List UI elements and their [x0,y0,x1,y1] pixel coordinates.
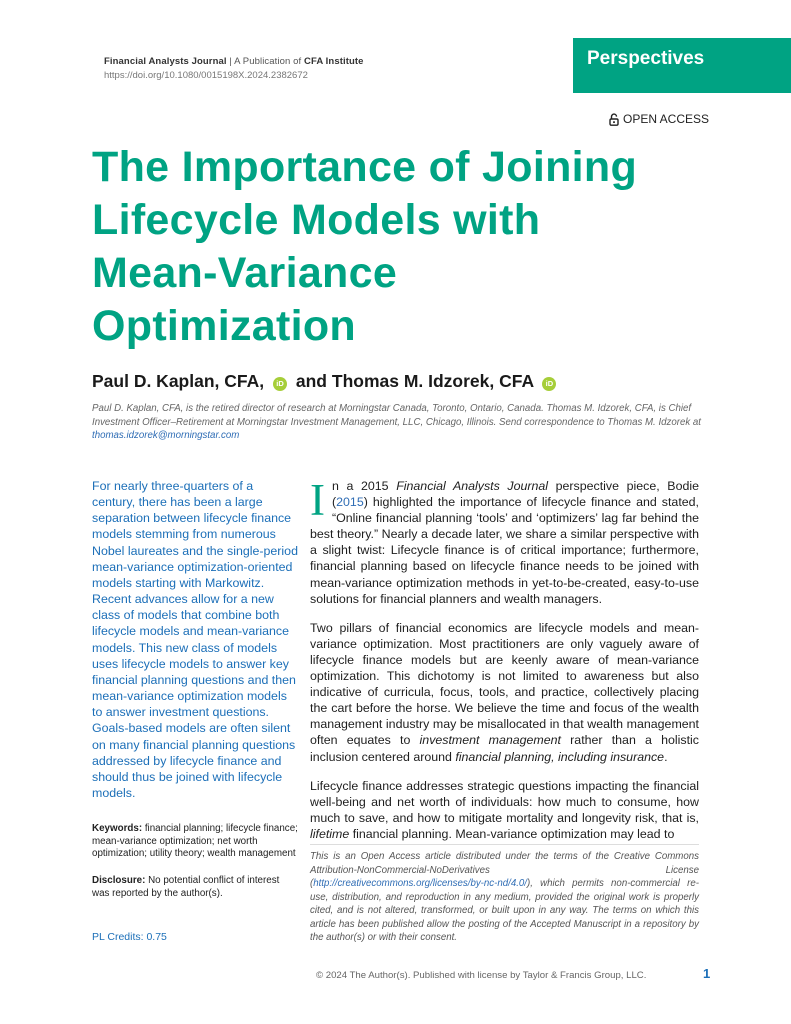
emphasis: lifetime [310,826,350,841]
text-run: financial planning. Mean-variance optimization may lead to [349,826,675,841]
title-line: Optimization [92,302,356,350]
author-name: Thomas M. Idzorek, CFA [331,371,534,391]
text-run: . [664,749,668,764]
keywords-text: financial planning; lifecycle finance; mean-variance optimization; net worth optimization; utility theory; wealth management [92,823,298,860]
author-line [92,371,560,392]
disclosure-label: Disclosure: [92,875,146,886]
license-notice [310,850,699,945]
page-number: 1 [703,966,711,981]
license-url-link[interactable]: http://creativecommons.org/licenses/by-nc-nd/4.0/ [313,878,527,889]
article-title [92,141,732,353]
publisher-name: CFA Institute [303,56,364,67]
section-label: Perspectives [587,48,705,69]
orcid-icon[interactable]: iD [542,377,556,391]
keywords-label: Keywords: [92,823,143,834]
body-text [310,475,699,855]
author-affiliation [92,402,704,443]
author-name: Paul D. Kaplan, CFA, [92,371,265,391]
lock-icon [609,113,619,126]
text-run: Lifecycle finance addresses strategic questions impacting the financial well-being and net worth of individuals: how much to consume, how much to save, and how to mitigate mortality and longevity risk, that is, [310,778,699,825]
open-access-label: OPEN ACCESS [623,112,710,126]
pl-credits: PL Credits: 0.75 [92,931,167,943]
keywords [92,823,298,861]
title-line: Mean-Variance [92,249,398,297]
text-run: perspective piece, Bodie ( [332,479,699,510]
text-run: Two pillars of financial economics are lifecycle models and mean-variance optimization. Most practitioners are only vaguely aware of lifecycle finance models but are keenly aware of mean-variance optimization. This dichotomy is not limited to awareness but also indicative of curricula, focus, tools, and practice, collectively placing the cart before the horse. We believe the time and focus of the wealth management industry may be misallocated in that wealth management often equates to [310,620,699,748]
emphasis: financial planning, including insurance [455,749,665,764]
affiliation-text: Paul D. Kaplan, CFA, is the retired director of research at Morningstar Canada, Toronto, Ontario, Canada. Thomas M. Idzorek, CFA, is Chief Investment Officer–Retirement at Morningstar Investment Management, LLC, Chicago, Illinois. Send correspondence to Thomas M. Idzorek at [92,403,701,428]
disclosure-text: No potential conflict of interest was reported by the author(s). [92,875,280,899]
text-run: This is an Open Access article distributed under the terms of the Creative Commons Attribution-NonCommercial-NoDerivatives License ( [310,851,699,889]
journal-name: Financial Analysts Journal [104,56,227,67]
publication-prefix: A Publication of [234,56,304,67]
title-line: Lifecycle Models with [92,196,541,244]
open-access-badge [609,112,709,126]
text-run: n a 2015 [332,479,397,493]
author-connector: and [295,371,327,391]
body-paragraph [310,620,699,765]
doi-link[interactable]: https://doi.org/10.1080/0015198X.2024.2382672 [104,70,308,81]
emphasis: investment management [419,733,561,748]
citation-link[interactable]: 2015 [336,495,364,510]
body-paragraph [310,475,699,607]
orcid-icon[interactable]: iD [273,377,287,391]
journal-ref: Financial Analysts Journal [396,479,549,493]
body-paragraph [310,778,699,842]
title-line: The Importance of Joining [92,143,638,191]
copyright-footer: © 2024 The Author(s). Published with license by Taylor & Francis Group, LLC. [316,970,647,981]
section-tab [573,38,791,93]
text-run: ), which permits non-commercial re-use, distribution, and reproduction in any medium, provided the original work is properly cited, and is not altered, transformed, or built upon in any way. The terms on which this article has been published allow the posting of the Accepted Manuscript in a repository by the author(s) or with their consent. [310,878,699,943]
divider [310,844,699,845]
text-run: ) highlighted the importance of lifecycle finance and stated, “Online financial planning ‘tools’ and ‘optimizers’ lag far behind the best theory.” Nearly a decade later, we share a similar perspective with a slight twist: Lifecycle finance is of critical importance; furthermore, financial planning based on lifecycle finance needs to be joined with mean-variance optimization methods in yet-to-be-created, easy-to-use solutions for financial planners and wealth managers. [310,495,699,606]
abstract: For nearly three-quarters of a century, there has been a large separation between lifecycle finance models stemming from numerous Nobel laureates and the single-period mean-variance optimization-oriented models starting with Markowitz. Recent advances allow for a new class of models that combine both lifecycle models and mean-variance models. This new class of models uses lifecycle models to answer key financial planning questions and then mean-variance optimization models to answer investment questions. Goals-based models are often silent on many financial planning questions addressed by lifecycle finance and should thus be joined with lifecycle models. [92,479,298,800]
text-run: rather than a holistic inclusion centered around [310,733,699,764]
journal-header [104,56,364,67]
header-separator: | [226,56,235,67]
drop-cap: I [310,475,325,525]
correspondence-email[interactable]: thomas.idzorek@morningstar.com [92,430,240,442]
disclosure [92,875,298,900]
